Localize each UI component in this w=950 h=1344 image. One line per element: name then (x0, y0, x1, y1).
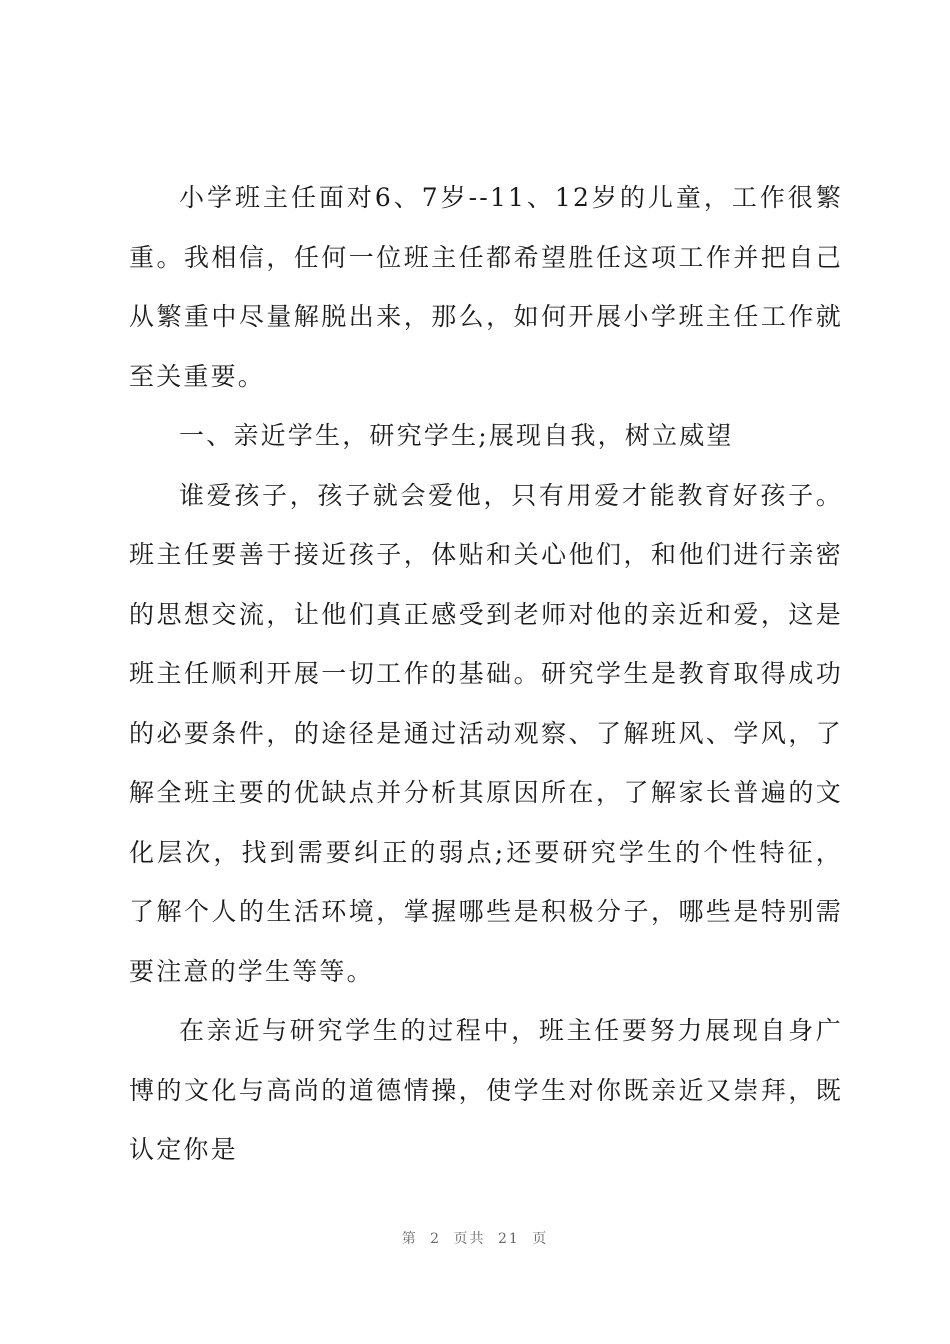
paragraph-love-students: 谁爱孩子，孩子就会爱他，只有用爱才能教育好孩子。班主任要善于接近孩子，体贴和关心他们，和他们进行亲密的思想交流，让他们真正感受到老师对他的亲近和爱，这是班主任顺利开展一切工作的基础。研究学生是教育取得成功的必要条件，的途径是通过活动观察、了解班风、学风，了解全班主要的优缺点并分析其原因所在，了解家长普遍的文化层次，找到需要纠正的弱点;还要研究学生的个性特征，了解个人的生活环境，掌握哪些是积极分子，哪些是特别需要注意的学生等等。 (129, 480, 843, 986)
paragraph-intro: 小学班主任面对6、7岁--11、12岁的儿童，工作很繁重。我相信，任何一位班主任都希望胜任这项工作并把自己从繁重中尽量解脱出来，那么，如何开展小学班主任工作就至关重要。 (129, 183, 843, 391)
document-body (129, 168, 843, 1180)
section-heading: 一、亲近学生，研究学生;展现自我，树立威望 (179, 421, 734, 450)
page-number-footer: 第 2 页共 21 页 (401, 1231, 549, 1247)
paragraph-show-self: 在亲近与研究学生的过程中，班主任要努力展现自身广博的文化与高尚的道德情操，使学生对你既亲近又崇拜，既认定你是 (129, 1016, 843, 1164)
